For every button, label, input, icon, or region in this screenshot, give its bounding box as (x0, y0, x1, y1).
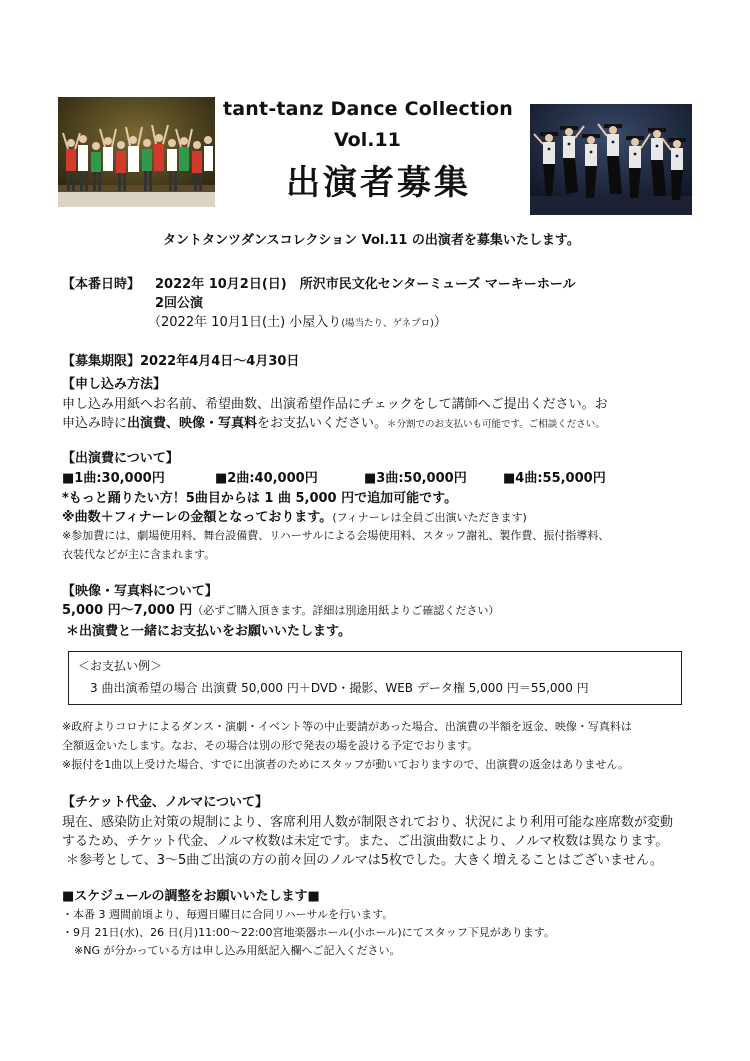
load-in-close: ） (433, 315, 447, 330)
apply-line-2 (62, 412, 605, 431)
fee-heading: 【出演費について】 (62, 451, 179, 466)
fee-finale-main: ※曲数＋フィナーレの金額となっております。 (62, 510, 333, 525)
fee-finale-note (62, 506, 527, 525)
video-heading: 【映像・写真料について】 (62, 584, 218, 599)
dance-photo-right (530, 104, 692, 215)
ticket-line-1: 現在、感染防止対策の規制により、客席利用人数が制限されており、状況により利用可能な座席数が変動 (62, 815, 674, 830)
ticket-line-2: するため、チケット代金、ノルマ枚数は未定です。また、ご出演曲数により、ノルマ枚数は異なります。 (62, 834, 669, 849)
dance-photo-left (58, 97, 215, 207)
video-price-line (62, 599, 499, 618)
recruit-period (62, 350, 299, 369)
recruit-dates: 2022年4月4日～4月30日 (140, 354, 300, 369)
schedule-heading: ■スケジュールの調整をお願いいたします■ (62, 889, 320, 904)
notice-line-3: ※振付を1曲以上受けた場合、すでに出演者のためにスタッフが動いておりますので、出演費の返金はありません。 (62, 758, 629, 771)
fee-price-2: ■2曲:40,000円 (215, 471, 318, 486)
payment-example-box (68, 651, 682, 705)
fee-extra-song: *もっと踊りたい方！5曲目からは 1 曲 5,000 円で追加可能です。 (62, 491, 458, 506)
video-price-note: （必ずご購入頂きます。詳細は別途用紙よりご確認ください） (192, 604, 500, 617)
apply-line-1: 申し込み用紙へお名前、希望曲数、出演希望作品にチェックをして講師へご提出ください。お (62, 397, 608, 412)
event-volume: Vol.11 (334, 129, 401, 151)
fee-includes-line-1: ※参加費には、劇場使用料、舞台設備費、リハーサルによる会場使用料、スタッフ謝礼、製作費、振付指導料、 (62, 529, 610, 542)
load-in-note: (場当たり、ゲネプロ) (341, 318, 434, 329)
apply-line-2-b: 出演費、映像・写真料 (127, 416, 258, 431)
event-title-en: tant-tanz Dance Collection (223, 98, 513, 120)
schedule-line-2: ・9月 21日(水)、26 日(月)11:00～22:00宮地楽器ホール(小ホール)にてスタッフ下見があります。 (62, 926, 555, 939)
intro-text: タントタンツダンスコレクション Vol.11 の出演者を募集いたします。 (163, 233, 580, 248)
notice-line-2: 全額返金いたします。なお、その場合は別の形で発表の場を設ける予定でおります。 (62, 739, 479, 752)
load-in-date-text: （2022年 10月1日(土) 小屋入り (148, 315, 342, 330)
ticket-heading: 【チケット代金、ノルマについて】 (62, 795, 269, 810)
fee-price-4: ■4曲:55,000円 (503, 471, 606, 486)
ticket-line-3: ＊参考として、3～5曲ご出演の方の前々回のノルマは5枚でした。大きく増えることはございません。 (66, 853, 663, 868)
apply-line-2-a: 申込み時に (62, 416, 128, 431)
video-price: 5,000 円～7,000 円 (62, 603, 193, 618)
apply-line-2-c: をお支払いください。 (257, 416, 388, 431)
schedule-line-3: ※NG が分かっている方は申し込み用紙記入欄へご記入ください。 (74, 944, 401, 957)
payment-example-text: 3 曲出演希望の場合 出演費 50,000 円＋DVD・撮影、WEB データ権 5,000 円＝55,000 円 (90, 681, 589, 695)
fee-price-3: ■3曲:50,000円 (364, 471, 467, 486)
apply-installment-note: ＊分割でのお支払いも可能です。ご相談ください。 (387, 419, 605, 430)
fee-finale-sub: (フィナーレは全員ご出演いただきます) (332, 511, 527, 524)
event-title-jp: 出演者募集 (286, 163, 471, 203)
apply-heading: 【申し込み方法】 (62, 377, 167, 392)
video-pay-note: ＊出演費と一緒にお支払いをお願いいたします。 (66, 624, 351, 639)
schedule-line-1: ・本番 3 週間前頃より、毎週日曜日に合同リハーサルを行います。 (62, 908, 394, 921)
load-in-date (148, 311, 447, 330)
fee-price-1: ■1曲:30,000円 (62, 471, 165, 486)
fee-includes-line-2: 衣装代などが主に含まれます。 (62, 548, 216, 561)
payment-example-label: ＜お支払い例＞ (78, 659, 163, 673)
recruit-label: 【募集期限】 (62, 354, 141, 369)
notice-line-1: ※政府よりコロナによるダンス・演劇・イベント等の中止要請があった場合、出演費の半額を返金、映像・写真料は (62, 720, 632, 733)
performance-date-venue: 2022年 10月2日(日) 所沢市民文化センターミューズ マーキーホール (155, 277, 576, 292)
performance-label: 【本番日時】 (62, 277, 141, 292)
performance-shows: 2回公演 (155, 296, 204, 311)
